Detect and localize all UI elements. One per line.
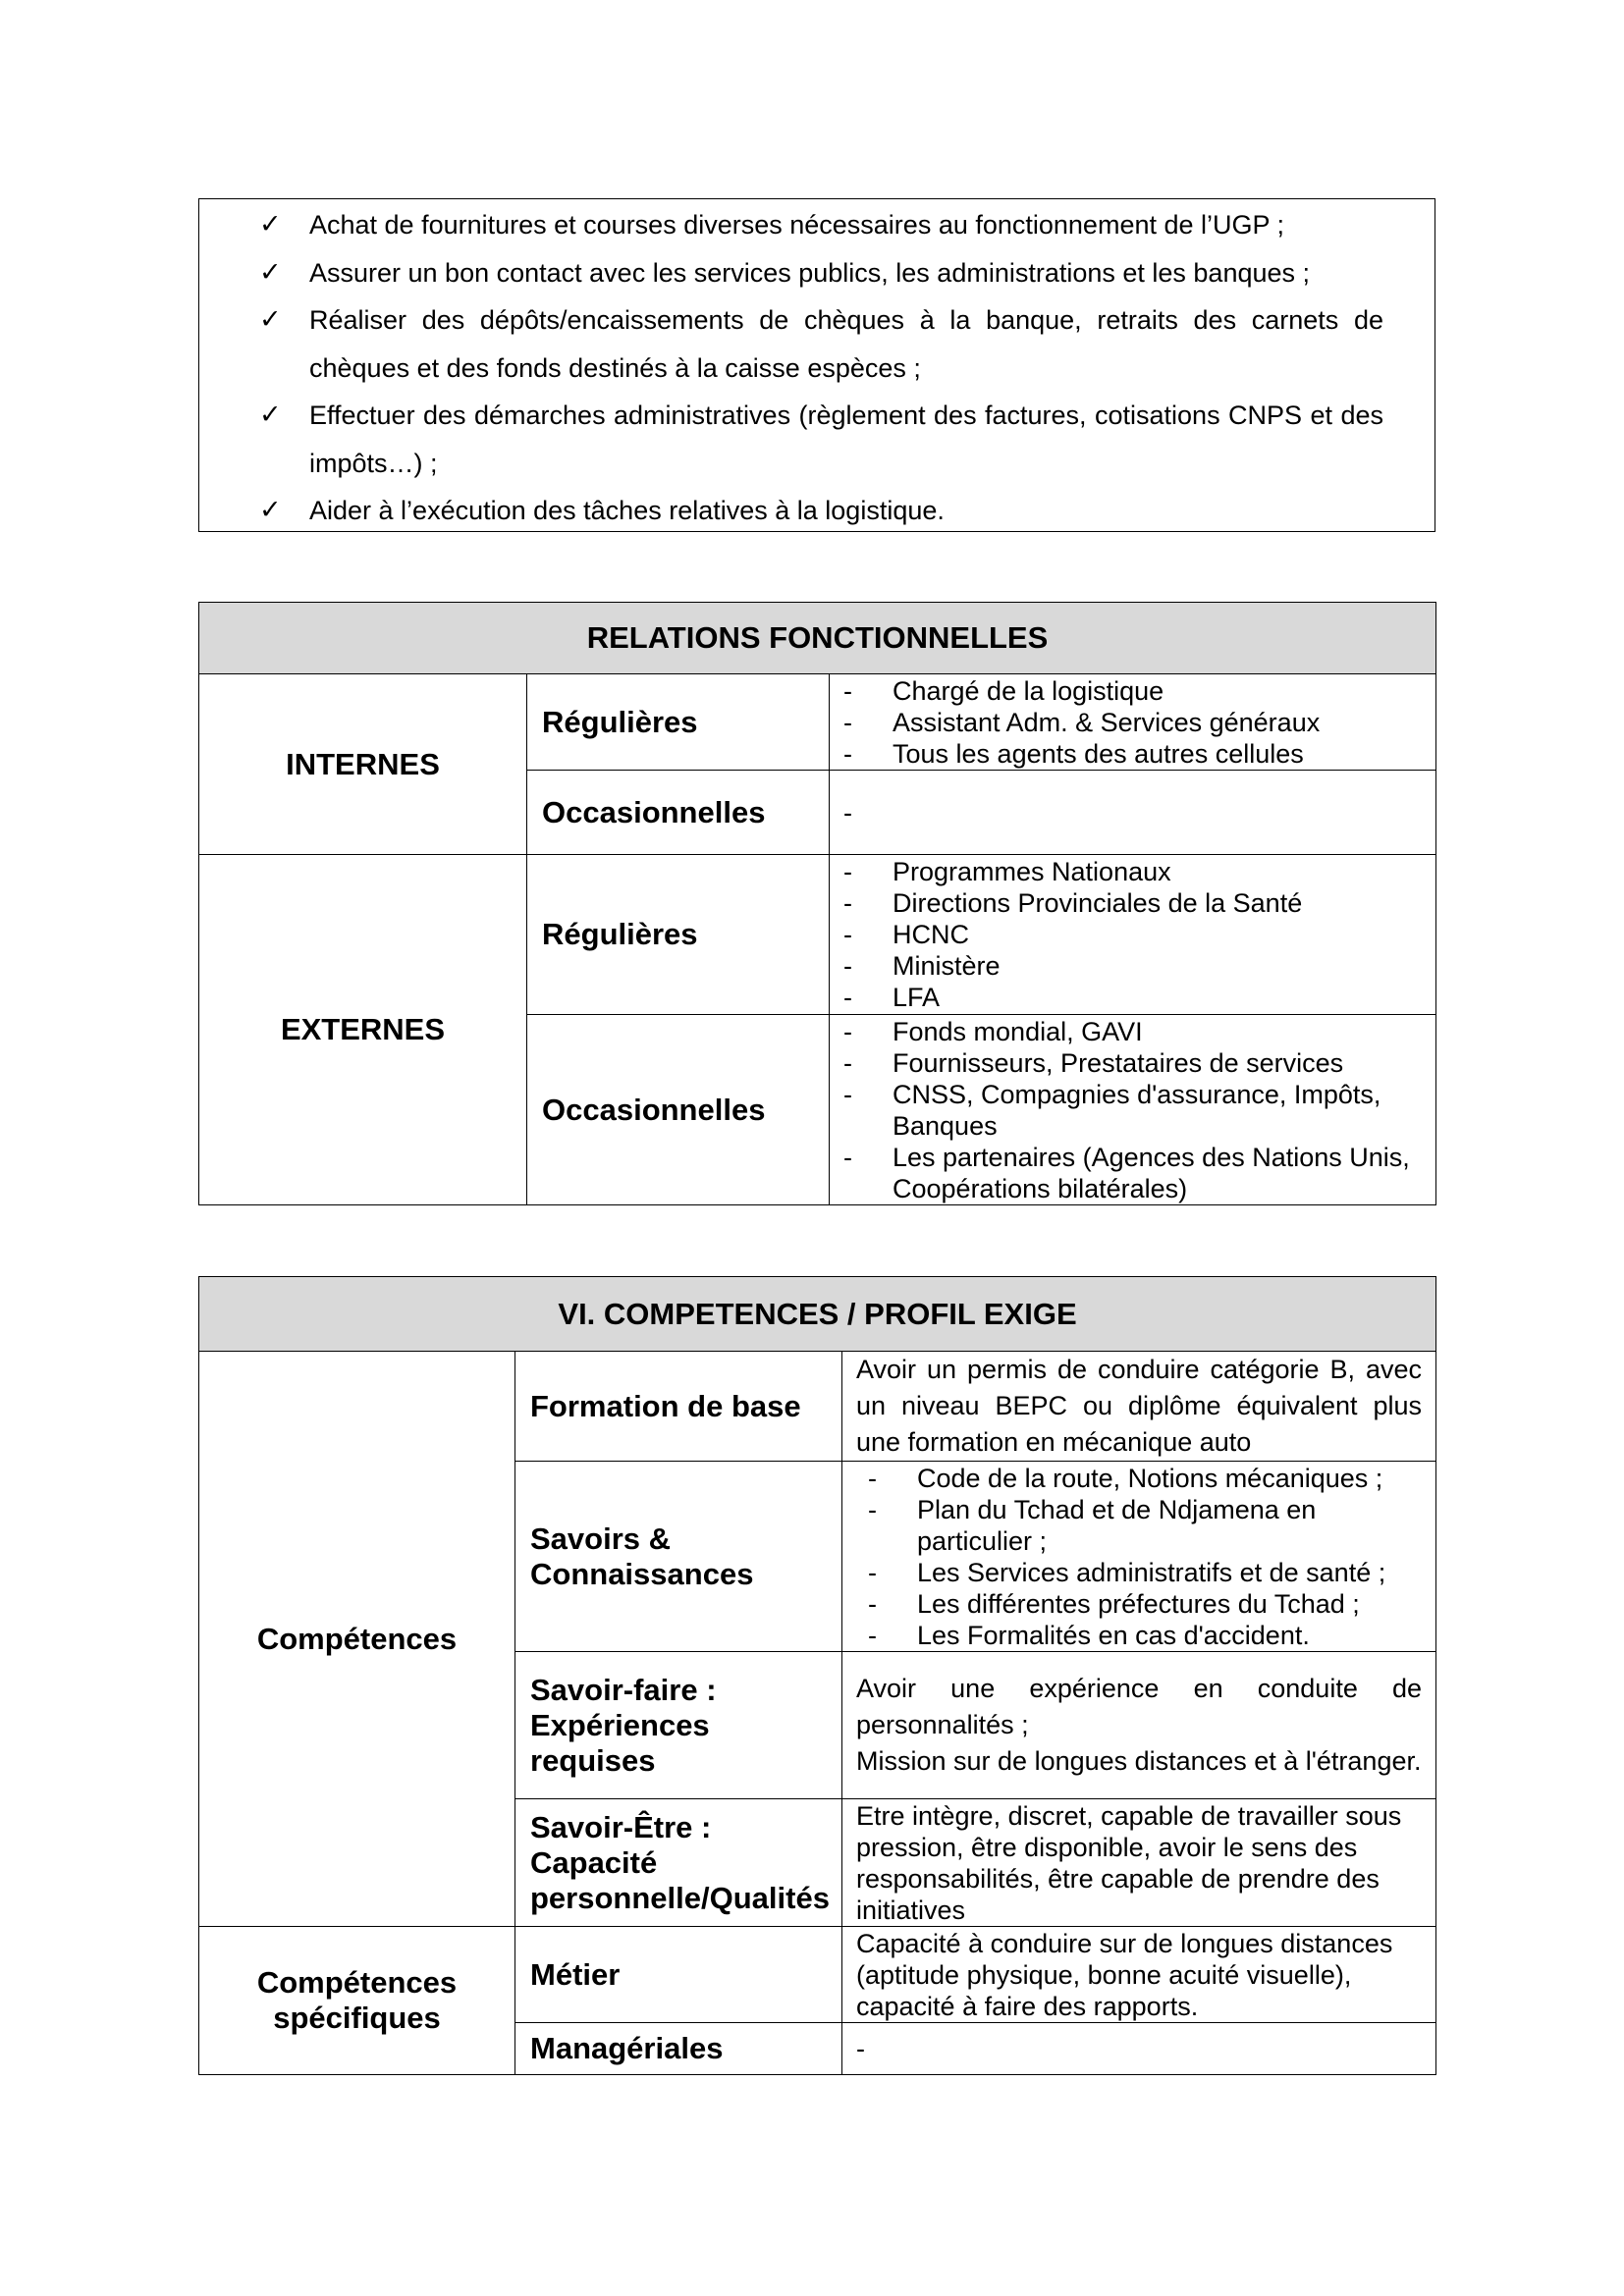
list-item: - Les Formalités en cas d'accident. [868,1620,1310,1650]
externes-occasionnelles-list [830,1015,1436,1205]
savoiretre-label: Savoir-Être : Capacité personnelle/Qualités [515,1799,842,1927]
list-item: - Programmes Nationaux [843,857,1171,886]
list-item: - Chargé de la logistique [843,675,1164,706]
list-item: - Fonds mondial, GAVI [843,1016,1143,1046]
list-item: - Les différentes préfectures du Tchad ; [868,1588,1360,1619]
checkmark-icon: ✓ [259,256,282,288]
checkmark-icon: ✓ [259,400,282,430]
externes-regulieres-label: Régulières [527,855,830,1015]
task-text: Réaliser des dépôts/encaissements de chèques à la banque, retraits des carnets de chèques et des fonds destinés à la caisse espèces ; [309,305,1383,383]
checkmark-icon: ✓ [259,209,282,240]
competences-title: VI. COMPETENCES / PROFIL EXIGE [199,1277,1436,1352]
savoirfaire-label: Savoir-faire : Expériences requises [515,1652,842,1799]
list-item: - Plan du Tchad et de Ndjamena en particulier ; [868,1494,1317,1556]
list-item: - HCNC [843,920,969,949]
task-list-box [198,198,1435,532]
internes-occasionnelles-value: - [830,771,1436,855]
externes-label: EXTERNES [199,855,527,1205]
internes-regulieres-list [830,674,1436,771]
list-item: - CNSS, Compagnies d'assurance, Impôts, Banques [843,1079,1381,1141]
internes-regulieres-label: Régulières [527,674,830,771]
formation-text: Avoir un permis de conduire catégorie B, avec un niveau BEPC ou diplôme équivalent plus une formation en mécanique auto [842,1352,1436,1462]
task-item [199,487,1435,535]
list-item: - Assistant Adm. & Services généraux [843,707,1321,737]
manageriales-text: - [842,2023,1436,2075]
task-item [199,392,1435,487]
competences-table [198,1276,1436,2075]
metier-label: Métier [515,1927,842,2023]
checkmark-icon: ✓ [259,495,282,525]
list-item: - Code de la route, Notions mécaniques ; [868,1463,1383,1493]
relations-title: RELATIONS FONCTIONNELLES [199,603,1436,674]
list-item: - Tous les agents des autres cellules [843,738,1304,769]
metier-text: Capacité à conduire sur de longues distances (aptitude physique, bonne acuité visuelle), capacité à faire des rapports. [842,1927,1436,2023]
task-item [199,249,1435,297]
task-text: Achat de fournitures et courses diverses nécessaires au fonctionnement de l’UGP ; [309,210,1285,240]
task-item [199,201,1435,249]
list-item: - LFA [843,983,941,1012]
task-text: Assurer un bon contact avec les services publics, les administrations et les banques ; [309,257,1311,288]
savoiretre-text: Etre intègre, discret, capable de travailler sous pression, être disponible, avoir le sens des responsabilités, être capable de prendre des initiatives [842,1799,1436,1927]
savoirs-list [842,1462,1436,1652]
internes-occasionnelles-label: Occasionnelles [527,771,830,855]
competences-group-label: Compétences [199,1352,515,1927]
externes-occasionnelles-label: Occasionnelles [527,1015,830,1205]
list-item: - Les partenaires (Agences des Nations Unis, Coopérations bilatérales) [843,1142,1410,1203]
savoirs-label: Savoirs & Connaissances [515,1462,842,1652]
externes-regulieres-list [830,855,1436,1015]
list-item: - Directions Provinciales de la Santé [843,888,1303,918]
competences-specifiques-label: Compétences spécifiques [199,1927,515,2075]
relations-table [198,602,1436,1205]
formation-label: Formation de base [515,1352,842,1462]
internes-label: INTERNES [199,674,527,855]
list-item: - Ministère [843,951,1001,981]
checkmark-icon: ✓ [259,304,282,335]
task-text: Effectuer des démarches administratives (règlement des factures, cotisations CNPS et des impôts…) ; [309,400,1383,478]
manageriales-label: Managériales [515,2023,842,2075]
list-item: - Fournisseurs, Prestataires de services [843,1047,1344,1078]
list-item: - Les Services administratifs et de santé ; [868,1557,1386,1587]
task-item [199,296,1435,392]
task-text: Aider à l’exécution des tâches relatives à la logistique. [309,496,945,525]
savoirfaire-text: Avoir une expérience en conduite de personnalités ; Mission sur de longues distances et à l'étranger. [842,1652,1436,1799]
